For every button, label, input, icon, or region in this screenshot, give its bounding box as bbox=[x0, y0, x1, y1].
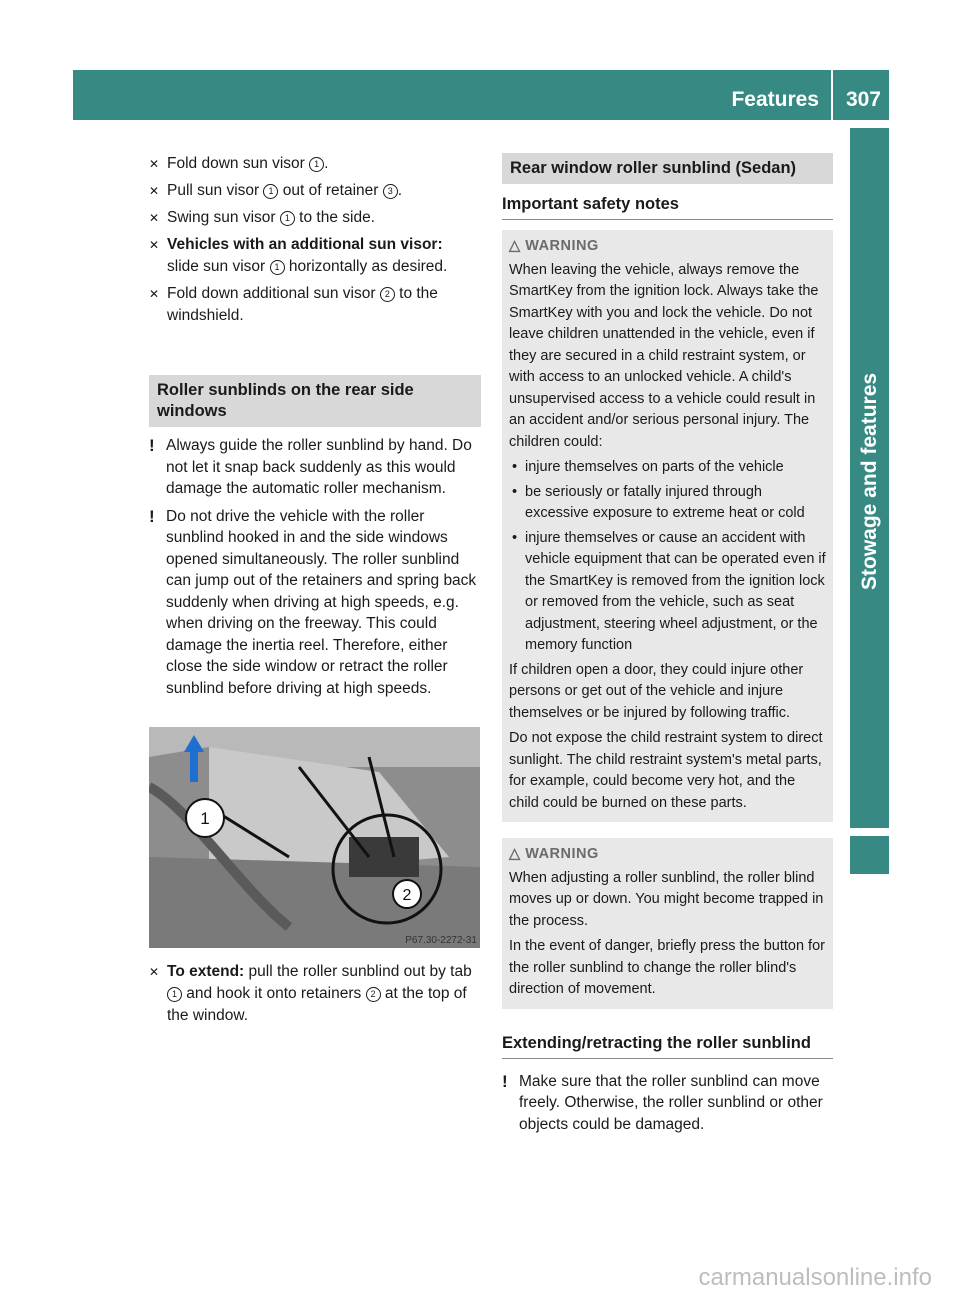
left-column bbox=[149, 153, 481, 705]
subheading-extending: Extending/retracting the roller sunblind bbox=[502, 1033, 833, 1059]
section-title-rear-window: Rear window roller sunblind (Sedan) bbox=[502, 153, 833, 184]
right-column bbox=[502, 153, 833, 1141]
callout-1: 1 bbox=[309, 157, 324, 172]
step-arrow-icon: ✕ bbox=[149, 157, 160, 171]
callout-2: 2 bbox=[366, 987, 381, 1002]
warning-bullet: • be seriously or fatally injured through excessive exposure to extreme heat or cold bbox=[512, 483, 805, 521]
subheading-safety-notes: Important safety notes bbox=[502, 194, 833, 220]
warning-bullet: • injure themselves or cause an accident with vehicle equipment that can be operated even if the SmartKey is removed from the ignition lock or removed from the vehicle, such as seat adjustment, steering wheel adjustment, or the memory function bbox=[512, 529, 826, 653]
warning-bullet: • injure themselves on parts of the vehicle bbox=[512, 459, 784, 475]
note-guide-sunblind: ! Always guide the roller sunblind by hand. Do not let it snap back suddenly as this would damage the automatic roller mechanism. bbox=[149, 436, 472, 497]
left-column-lower bbox=[149, 961, 481, 1032]
step-arrow-icon: ✕ bbox=[149, 238, 160, 252]
warning-triangle-icon: △ bbox=[509, 846, 521, 862]
step-fold-down: ✕ Fold down sun visor 1 . bbox=[149, 153, 481, 175]
caution-icon: ! bbox=[149, 436, 155, 455]
callout-1: 1 bbox=[167, 987, 182, 1002]
warning-title: △ WARNING bbox=[509, 238, 599, 254]
callout-1: 1 bbox=[270, 260, 285, 275]
sunblind-illustration bbox=[149, 727, 480, 948]
callout-1: 1 bbox=[263, 184, 278, 199]
step-arrow-icon: ✕ bbox=[149, 965, 160, 979]
page-number: 307 bbox=[845, 88, 881, 111]
caution-icon: ! bbox=[149, 506, 155, 526]
step-arrow-icon: ✕ bbox=[149, 184, 160, 198]
header-separator bbox=[831, 70, 833, 120]
step-to-extend: ✕ To extend: pull the roller sunblind out by tab 1 and hook it onto retainers 2 at the top of the window. bbox=[149, 963, 472, 1024]
car-interior-illustration bbox=[149, 727, 480, 948]
callout-1: 1 bbox=[280, 211, 295, 226]
step-additional-visor: ✕ Vehicles with an additional sun visor: slide sun visor 1 horizontally as desired. bbox=[149, 236, 448, 275]
side-tab-label: Stowage and features bbox=[858, 372, 881, 590]
callout-2: 2 bbox=[380, 287, 395, 302]
header-bar bbox=[73, 70, 889, 120]
side-tab-square bbox=[850, 836, 889, 874]
watermark: carmanualsonline.info bbox=[698, 1264, 932, 1291]
step-pull-visor: ✕ Pull sun visor 1 out of retainer 3 . bbox=[149, 180, 481, 202]
image-callout-1: 1 bbox=[200, 809, 210, 828]
image-callout-2: 2 bbox=[402, 887, 412, 904]
step-fold-additional: ✕ Fold down additional sun visor 2 to the windshield. bbox=[149, 285, 438, 324]
warning-box-children: △ WARNING When leaving the vehicle, always remove the SmartKey from the ignition lock. Always take the SmartKey with you and lock the vehicle. Do not leave children unattended in the vehicle, even if they are secured in a child restraint system, or with access to an unlocked vehicle. A child's unsupervised access to a vehicle could result in an accident and/or serious personal injury. The children could: • injure themselves on parts of the vehicle • be seriously or fatally injured through excessive exposure to extreme heat or cold • injure themselves or cause an accident with vehicle equipment that can be operated even if the SmartKey is removed from the ignition lock or removed from the vehicle, such as seat adjustment, steering wheel adjustment, or the memory function If children open a door, they could injure other persons or get out of the vehicle and injure themselves or be injured by following traffic. Do not expose the child restraint system to direct sunlight. The child restraint system's metal parts, for example, could become very hot, and the child could be burned on these parts. bbox=[502, 230, 833, 822]
note-do-not-drive: ! Do not drive the vehicle with the roller sunblind hooked in and the side windows opened simultaneously. The roller sunblind can jump out of the retainers and spring back suddenly when driving at high speeds, e.g. when driving on the freeway. This could damage the inertia reel. Therefore, either close the side window or retract the roller sunblind before driving at high speeds. bbox=[149, 506, 477, 697]
chapter-title: Features bbox=[731, 88, 819, 111]
warning-box-trapped: △ WARNING When adjusting a roller sunblind, the roller blind moves up or down. You might become trapped in the process. In the event of danger, briefly press the button for the roller sunblind to change the roller blind's direction of movement. bbox=[502, 838, 833, 1009]
step-swing-visor: ✕ Swing sun visor 1 to the side. bbox=[149, 207, 481, 229]
step-arrow-icon: ✕ bbox=[149, 287, 160, 301]
section-title-rear-side: Roller sunblinds on the rear side windows bbox=[149, 375, 481, 427]
warning-triangle-icon: △ bbox=[509, 238, 521, 254]
caution-icon: ! bbox=[502, 1071, 508, 1091]
image-reference-label: P67.30-2272-31 bbox=[405, 935, 477, 946]
warning-title: △ WARNING bbox=[509, 846, 599, 862]
step-arrow-icon: ✕ bbox=[149, 211, 160, 225]
callout-3: 3 bbox=[383, 184, 398, 199]
note-move-freely: ! Make sure that the roller sunblind can move freely. Otherwise, the roller sunblind or other objects could be damaged. bbox=[502, 1071, 823, 1133]
